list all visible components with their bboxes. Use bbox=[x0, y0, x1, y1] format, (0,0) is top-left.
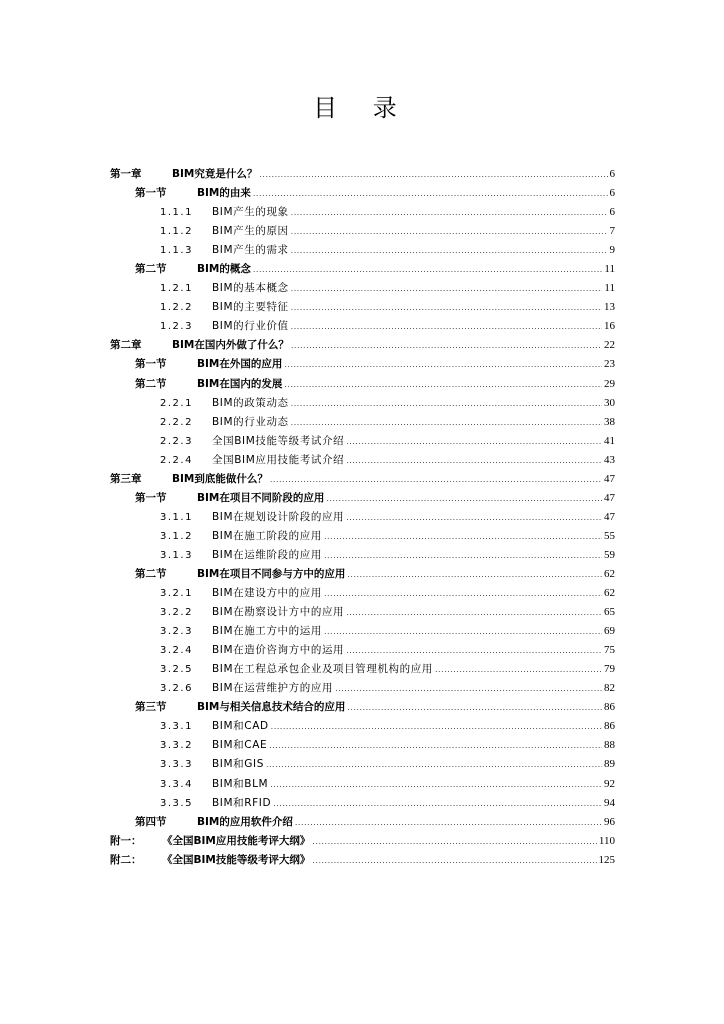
toc-entry-number: 3.1.2 bbox=[160, 530, 193, 542]
toc-entry-page: 47 bbox=[604, 491, 615, 504]
toc-entry-number: 第一节 bbox=[135, 358, 167, 371]
toc-entry[interactable] bbox=[110, 355, 615, 374]
toc-entry-title: BIM在运维阶段的应用 bbox=[212, 548, 322, 561]
toc-entry-page: 22 bbox=[604, 339, 615, 352]
toc-entry-number: 1.2.1 bbox=[160, 283, 193, 295]
toc-entry-number: 第二节 bbox=[135, 567, 167, 580]
dot-leader bbox=[295, 813, 602, 832]
toc-entry[interactable] bbox=[110, 565, 615, 584]
dot-leader bbox=[324, 546, 602, 565]
toc-entry-number: 第二章 bbox=[110, 339, 142, 352]
toc-entry-number: 1.1.3 bbox=[160, 245, 193, 257]
toc-entry[interactable] bbox=[110, 832, 615, 851]
toc-entry-number: 1.1.2 bbox=[160, 226, 193, 238]
toc-entry-number: 3.1.3 bbox=[160, 549, 193, 561]
toc-entry[interactable] bbox=[110, 279, 615, 298]
toc-entry-number: 1.2.2 bbox=[160, 302, 193, 314]
toc-entry-title: BIM在造价咨询方中的运用 bbox=[212, 644, 345, 657]
toc-entry-page: 125 bbox=[598, 853, 615, 866]
toc-entry-number: 3.2.3 bbox=[160, 626, 193, 638]
toc-entry-page: 6 bbox=[609, 168, 615, 180]
toc-entry[interactable] bbox=[110, 336, 615, 355]
dot-leader bbox=[291, 298, 602, 317]
toc-entry[interactable] bbox=[110, 736, 615, 755]
toc-entry-number: 第二节 bbox=[135, 377, 167, 390]
toc-entry-title: BIM的行业价值 bbox=[212, 320, 289, 333]
toc-entry-number: 2.2.3 bbox=[160, 435, 193, 447]
dot-leader bbox=[326, 489, 602, 508]
dot-leader bbox=[273, 794, 602, 813]
toc-entry-page: 6 bbox=[609, 187, 615, 200]
dot-leader bbox=[346, 451, 602, 470]
toc-entry-title: BIM的概念 bbox=[197, 263, 251, 276]
toc-entry-title: BIM的政策动态 bbox=[212, 396, 289, 409]
dot-leader bbox=[259, 165, 607, 184]
toc-entry-page: 75 bbox=[604, 644, 615, 657]
toc-entry-title: 全国BIM应用技能考试介绍 bbox=[212, 453, 345, 466]
dot-leader bbox=[291, 241, 608, 260]
toc-entry-title: BIM的行业动态 bbox=[212, 415, 289, 428]
toc-entry-number: 第三章 bbox=[110, 472, 142, 485]
toc-entry-title: BIM和CAD bbox=[212, 720, 269, 733]
dot-leader bbox=[324, 584, 602, 603]
toc-entry-title: BIM究竟是什么？ bbox=[172, 168, 258, 180]
toc-entry-page: 86 bbox=[604, 701, 615, 714]
toc-entry-number: 第三节 bbox=[135, 701, 167, 714]
toc-entry-page: 11 bbox=[604, 263, 615, 276]
toc-entry-page: 6 bbox=[609, 206, 615, 219]
dot-leader bbox=[291, 203, 608, 222]
dot-leader bbox=[435, 660, 602, 679]
toc-entry[interactable] bbox=[110, 394, 615, 413]
toc-entry-page: 86 bbox=[604, 720, 615, 733]
toc-entry[interactable] bbox=[110, 241, 615, 260]
dot-leader bbox=[291, 222, 608, 241]
toc-entry[interactable] bbox=[110, 679, 615, 698]
toc-entry[interactable] bbox=[110, 698, 615, 717]
toc-entry-number: 3.3.5 bbox=[160, 797, 193, 809]
toc-entry[interactable] bbox=[110, 203, 615, 222]
toc-entry-title: BIM和GIS bbox=[212, 758, 264, 771]
toc-entry[interactable] bbox=[110, 470, 615, 489]
dot-leader bbox=[270, 470, 602, 489]
toc-entry[interactable] bbox=[110, 260, 615, 279]
toc-entry-page: 11 bbox=[604, 282, 615, 295]
toc-entry[interactable] bbox=[110, 298, 615, 317]
toc-entry-title: BIM在运营维护方的应用 bbox=[212, 682, 334, 695]
toc-entry-title: BIM与相关信息技术结合的应用 bbox=[197, 701, 346, 714]
dot-leader bbox=[324, 527, 602, 546]
toc-entry-page: 96 bbox=[604, 815, 615, 828]
toc-entry[interactable] bbox=[110, 813, 615, 832]
toc-entry[interactable] bbox=[110, 184, 615, 203]
dot-leader bbox=[291, 413, 602, 432]
toc-entry-title: BIM的基本概念 bbox=[212, 282, 289, 295]
toc-entry-title: BIM在项目不同参与方中的应用 bbox=[197, 567, 346, 580]
dot-leader bbox=[284, 375, 602, 394]
dot-leader bbox=[347, 698, 602, 717]
toc-entry[interactable] bbox=[110, 755, 615, 774]
toc-entry-title: BIM在建设方中的应用 bbox=[212, 587, 322, 600]
toc-entry-page: 89 bbox=[604, 758, 615, 771]
dot-leader bbox=[253, 184, 608, 203]
toc-entry[interactable] bbox=[110, 432, 615, 451]
toc-entry-page: 16 bbox=[604, 320, 615, 333]
toc-entry-number: 1.2.3 bbox=[160, 321, 193, 333]
toc-entry[interactable] bbox=[110, 660, 615, 679]
toc-entry-number: 第一节 bbox=[135, 187, 167, 200]
toc-entry-page: 92 bbox=[604, 777, 615, 790]
toc-entry-page: 47 bbox=[604, 472, 615, 485]
page-title: 目 录 bbox=[313, 94, 411, 122]
toc-entry-title: BIM产生的需求 bbox=[212, 244, 289, 257]
toc-entry-page: 55 bbox=[604, 529, 615, 542]
toc-entry[interactable] bbox=[110, 775, 615, 794]
dot-leader bbox=[312, 832, 597, 851]
toc-entry[interactable] bbox=[110, 451, 615, 470]
toc-entry-title: BIM在项目不同阶段的应用 bbox=[197, 491, 325, 504]
dot-leader bbox=[266, 755, 602, 774]
toc-entry-page: 7 bbox=[609, 225, 615, 238]
dot-leader bbox=[346, 603, 602, 622]
toc-entry-title: 全国BIM技能等级考试介绍 bbox=[212, 434, 345, 447]
toc-entry-page: 82 bbox=[604, 682, 615, 695]
toc-entry-number: 3.1.1 bbox=[160, 511, 193, 523]
toc-entry[interactable] bbox=[110, 413, 615, 432]
dot-leader bbox=[347, 565, 602, 584]
toc-entry-number: 3.2.5 bbox=[160, 664, 193, 676]
dot-leader bbox=[291, 279, 603, 298]
toc-entry[interactable] bbox=[110, 527, 615, 546]
toc-entry-number: 3.2.2 bbox=[160, 607, 193, 619]
toc-entry-number: 3.2.6 bbox=[160, 683, 193, 695]
toc-entry[interactable] bbox=[110, 222, 615, 241]
toc-entry[interactable] bbox=[110, 584, 615, 603]
toc-entry-title: BIM和RFID bbox=[212, 796, 272, 809]
toc-entry-number: 第一节 bbox=[135, 491, 167, 504]
toc-entry-title: 《全国BIM应用技能考评大纲》 bbox=[162, 834, 311, 847]
toc-entry-page: 79 bbox=[604, 663, 615, 676]
toc-entry-number: 2.2.2 bbox=[160, 416, 193, 428]
toc-entry-number: 3.3.2 bbox=[160, 740, 193, 752]
dot-leader bbox=[335, 679, 602, 698]
toc-entry-title: BIM在外国的应用 bbox=[197, 358, 283, 371]
dot-leader bbox=[324, 622, 602, 641]
toc-entry-title: BIM的应用软件介绍 bbox=[197, 815, 293, 828]
toc-entry-title: BIM到底能做什么？ bbox=[172, 472, 268, 485]
toc-entry-title: BIM在国内外做了什么？ bbox=[172, 339, 289, 352]
toc-entry-title: BIM的由来 bbox=[197, 187, 251, 200]
dot-leader bbox=[269, 736, 602, 755]
toc-entry[interactable] bbox=[110, 546, 615, 565]
dot-leader bbox=[346, 641, 602, 660]
toc-entry-page: 9 bbox=[609, 244, 615, 257]
toc-entry-page: 62 bbox=[604, 567, 615, 580]
toc-entry-number: 3.3.4 bbox=[160, 778, 193, 790]
dot-leader bbox=[291, 394, 602, 413]
dot-leader bbox=[271, 717, 602, 736]
dot-leader bbox=[346, 508, 602, 527]
toc-entry-title: BIM在规划设计阶段的应用 bbox=[212, 510, 345, 523]
toc-entry-number: 1.1.1 bbox=[160, 207, 193, 219]
toc-entry-title: BIM的主要特征 bbox=[212, 301, 289, 314]
toc-entry[interactable] bbox=[110, 851, 615, 870]
toc-entry-number: 3.2.4 bbox=[160, 645, 193, 657]
toc-entry-number: 3.3.3 bbox=[160, 759, 193, 771]
toc-entry-number: 2.2.1 bbox=[160, 397, 193, 409]
toc-entry-title: BIM在勘察设计方中的应用 bbox=[212, 606, 345, 619]
toc-entry[interactable] bbox=[110, 717, 615, 736]
dot-leader bbox=[253, 260, 603, 279]
toc-entry-page: 23 bbox=[604, 358, 615, 371]
toc-entry-page: 29 bbox=[604, 377, 615, 390]
toc-entry-title: BIM和CAE bbox=[212, 739, 268, 752]
dot-leader bbox=[312, 851, 596, 870]
dot-leader bbox=[284, 355, 602, 374]
toc-entry-title: 《全国BIM技能等级考评大纲》 bbox=[162, 853, 311, 866]
toc-entry-number: 第一章 bbox=[110, 168, 142, 180]
toc-entry[interactable] bbox=[110, 603, 615, 622]
toc-entry[interactable] bbox=[110, 375, 615, 394]
toc-entry-page: 88 bbox=[604, 739, 615, 752]
toc-entry-title: BIM在施工阶段的应用 bbox=[212, 529, 322, 542]
toc-entry[interactable] bbox=[110, 622, 615, 641]
toc-entry-page: 94 bbox=[604, 796, 615, 809]
toc-entry-number: 第二节 bbox=[135, 263, 167, 276]
toc-entry[interactable] bbox=[110, 317, 615, 336]
dot-leader bbox=[291, 317, 602, 336]
toc-entry-page: 41 bbox=[604, 434, 615, 447]
toc-entry-page: 59 bbox=[604, 548, 615, 561]
toc-entry[interactable] bbox=[110, 165, 615, 184]
dot-leader bbox=[270, 775, 602, 794]
toc-entry-title: BIM在施工方中的运用 bbox=[212, 625, 322, 638]
toc-entry-number: 附一： bbox=[110, 834, 142, 847]
table-of-contents bbox=[110, 165, 615, 870]
toc-entry-page: 110 bbox=[598, 834, 615, 847]
toc-entry-title: BIM在国内的发展 bbox=[197, 377, 283, 390]
toc-entry-page: 30 bbox=[604, 396, 615, 409]
dot-leader bbox=[291, 336, 602, 355]
toc-entry-page: 47 bbox=[604, 510, 615, 523]
toc-entry-number: 3.2.1 bbox=[160, 588, 193, 600]
dot-leader bbox=[346, 432, 602, 451]
toc-entry-page: 43 bbox=[604, 453, 615, 466]
toc-entry-number: 3.3.1 bbox=[160, 721, 193, 733]
toc-entry-page: 65 bbox=[604, 606, 615, 619]
toc-entry-page: 62 bbox=[604, 587, 615, 600]
toc-entry[interactable] bbox=[110, 641, 615, 660]
toc-entry-title: BIM产生的原因 bbox=[212, 225, 289, 238]
toc-entry-number: 第四节 bbox=[135, 815, 167, 828]
toc-entry-title: BIM产生的现象 bbox=[212, 206, 289, 219]
toc-entry-title: BIM在工程总承包企业及项目管理机构的应用 bbox=[212, 663, 433, 676]
toc-entry[interactable] bbox=[110, 794, 615, 813]
toc-entry-page: 69 bbox=[604, 625, 615, 638]
toc-entry[interactable] bbox=[110, 508, 615, 527]
toc-entry-number: 2.2.4 bbox=[160, 454, 193, 466]
toc-entry-page: 13 bbox=[604, 301, 615, 314]
toc-entry[interactable] bbox=[110, 489, 615, 508]
toc-entry-page: 38 bbox=[604, 415, 615, 428]
toc-entry-number: 附二： bbox=[110, 853, 142, 866]
toc-entry-title: BIM和BLM bbox=[212, 777, 269, 790]
